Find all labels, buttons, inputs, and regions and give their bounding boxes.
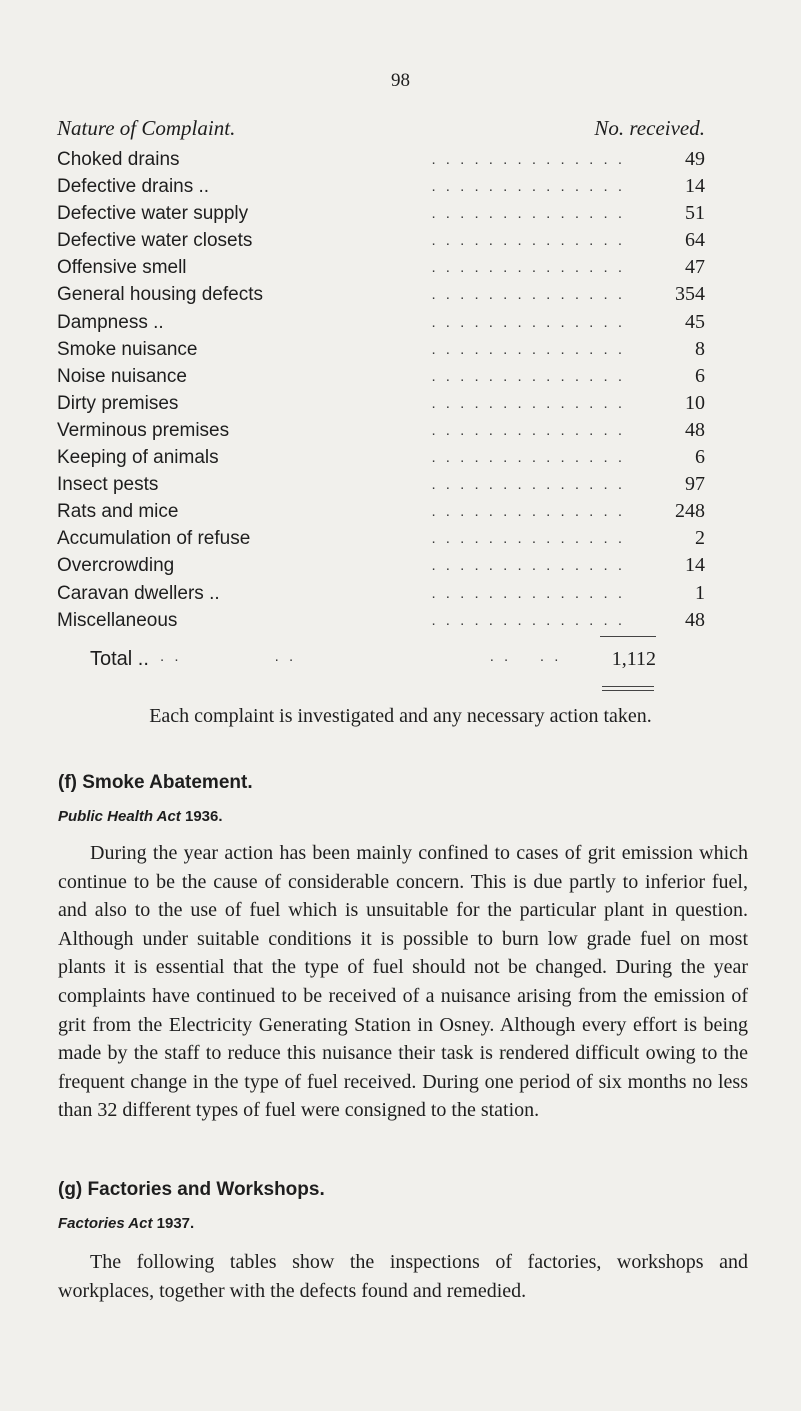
table-row (57, 227, 705, 254)
table-row (57, 254, 705, 281)
section-heading-smoke-abatement: (f) Smoke Abatement. (58, 772, 253, 793)
leader-dots: . . . . . . . . . . . . . . (431, 503, 625, 521)
leader-dots: . . . . . . . . . . . . . . (431, 557, 625, 575)
complaint-count: 1 (695, 581, 705, 604)
total-label: Total .. (90, 648, 149, 670)
table-row (57, 552, 705, 579)
complaint-count: 45 (685, 310, 705, 333)
leader-dots: . . . . . . . . . . . . . . (431, 178, 625, 196)
complaint-count: 48 (685, 418, 705, 441)
factories-paragraph: The following tables show the inspections of factories, workshops and workplaces, together with the defects found and remedied. (58, 1251, 748, 1302)
act-title: Public Health Act (58, 808, 181, 825)
smoke-abatement-paragraph: During the year action has been mainly confined to cases of grit emission which continue to be the cause of considerable concern. This is due partly to inferior fuel, and also to the use of fuel which is unsuitable for the particular plant in question. Although under suitable conditions it is possible to burn low grade fuel on most plants it is essential that the type of fuel should not be changed. During the year complaints have continued to be received of a nuisance arising from the emission of grit from the Electricity Generating Station in Osney. Although every effort is being made by the staff to reduce this nuisance their task is rendered difficult owing to the frequent change in the type of fuel received. During one period of six months no less than 32 different types of fuel were consigned to the station. (58, 842, 748, 1122)
table-row (57, 580, 705, 607)
page-number: 98 (391, 70, 410, 91)
column-header-complaint: Nature of Complaint. (57, 116, 236, 140)
table-row (57, 417, 705, 444)
leader-dots: . . . . . . . . . . . . . . (431, 476, 625, 494)
act-reference-factories (58, 1215, 194, 1232)
table-row (57, 607, 705, 634)
leader-dots: . . . . . . . . . . . . . . (431, 421, 625, 439)
complaint-label: Smoke nuisance (57, 336, 203, 363)
complaint-count: 8 (695, 337, 705, 360)
table-row (57, 309, 705, 336)
table-row (57, 146, 705, 173)
complaint-count: 14 (685, 554, 705, 577)
leader-dots: . . . . . . . . . . . . . . (431, 530, 625, 548)
leader-dots: . . . . . . . . . . . . . . (431, 367, 625, 385)
complaint-label: General housing defects (57, 281, 269, 308)
leader-dots: . . . . . . . . . . . . . . (431, 449, 625, 467)
complaint-label: Accumulation of refuse (57, 525, 256, 552)
leader-dots: . . . . . . . . . . . . . . (431, 232, 625, 250)
table-row (57, 525, 705, 552)
leader-dots: . . . . . . . . . . . . . . (431, 286, 625, 304)
complaint-label: Insect pests (57, 471, 164, 498)
leader-dots: . . . . . . . . . . . . . . (431, 584, 625, 602)
complaint-label: Verminous premises (57, 417, 235, 444)
complaint-label: Keeping of animals (57, 444, 225, 471)
leader-dots: . . . . . . . . . . . . . . (431, 340, 625, 358)
double-rule (602, 686, 654, 691)
act-reference-public-health (58, 808, 223, 825)
complaint-count: 97 (685, 473, 705, 496)
complaint-count: 48 (685, 608, 705, 631)
complaint-label: Rats and mice (57, 498, 184, 525)
complaint-count: 49 (685, 148, 705, 170)
table-row (57, 444, 705, 471)
act-year: 1936. (184, 808, 223, 825)
complaint-label: Caravan dwellers .. (57, 580, 226, 607)
complaints-table (57, 146, 705, 634)
table-row (57, 498, 705, 525)
complaint-label: Defective water closets (57, 227, 258, 254)
leader-dots: . . . . . . . . . . . . . . (431, 151, 625, 168)
column-header-received: No. received. (594, 116, 705, 140)
act-title: Factories Act (58, 1215, 153, 1232)
complaint-count: 6 (695, 446, 705, 469)
table-row (57, 390, 705, 417)
table-row (57, 173, 705, 200)
complaint-count: 10 (685, 391, 705, 414)
complaint-label: Offensive smell (57, 254, 193, 281)
complaint-label: Miscellaneous (57, 607, 183, 634)
investigation-note: Each complaint is investigated and any necessary action taken. (149, 705, 652, 727)
complaint-count: 51 (685, 202, 705, 225)
complaint-count: 14 (685, 175, 705, 198)
table-row (57, 200, 705, 227)
complaint-count: 2 (695, 527, 705, 550)
leader-dots: . . . . . . . . . . . . . . (431, 313, 625, 331)
complaint-label: Noise nuisance (57, 363, 193, 390)
complaint-label: Defective water supply (57, 200, 254, 227)
complaint-label: Defective drains .. (57, 173, 215, 200)
leader-dots: . . . . . . . . . . . . . . (431, 394, 625, 412)
act-year: 1937. (156, 1215, 195, 1232)
leader-dots: . . . . . . . . (160, 648, 562, 665)
complaint-label: Choked drains (57, 146, 186, 173)
complaint-label: Overcrowding (57, 552, 180, 579)
table-row (57, 336, 705, 363)
section-heading-factories: (g) Factories and Workshops. (58, 1179, 325, 1200)
total-row (90, 648, 656, 678)
complaint-label: Dampness .. (57, 309, 170, 336)
complaint-count: 354 (675, 283, 705, 306)
table-header (57, 116, 705, 146)
leader-dots: . . . . . . . . . . . . . . (431, 205, 625, 223)
complaint-count: 47 (685, 256, 705, 279)
complaint-count: 64 (685, 229, 705, 252)
complaint-count: 248 (675, 500, 705, 523)
table-row (57, 363, 705, 390)
total-rule (600, 636, 656, 637)
total-value: 1,112 (611, 648, 656, 670)
complaint-label: Dirty premises (57, 390, 184, 417)
complaint-count: 6 (695, 364, 705, 387)
leader-dots: . . . . . . . . . . . . . . (431, 611, 625, 629)
table-row (57, 281, 705, 308)
leader-dots: . . . . . . . . . . . . . . (431, 259, 625, 277)
table-row (57, 471, 705, 498)
